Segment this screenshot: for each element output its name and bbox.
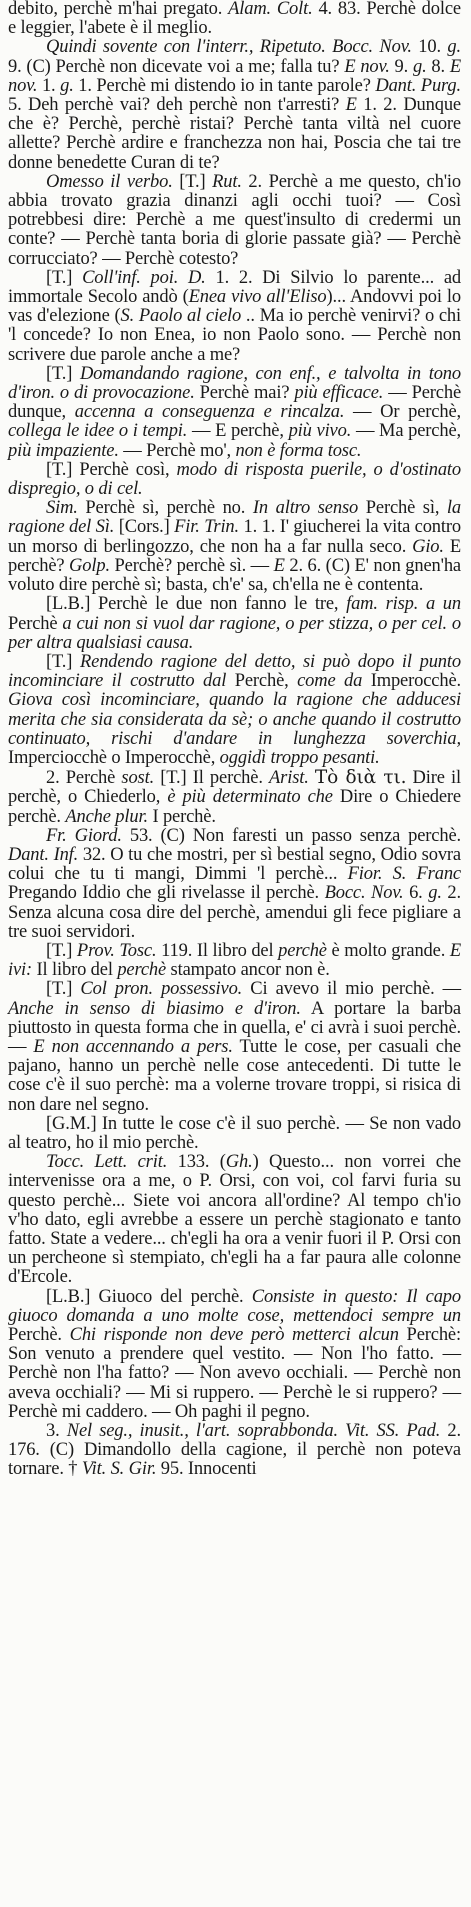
body-text: 2. Perchè (46, 768, 122, 789)
body-text: A portare la barba piuttosto in questa forma che in quella, e' ci avrà i suoi perchè. — (8, 998, 461, 1057)
italic-text: Fr. Giord. (46, 825, 122, 846)
entry-paragraph (8, 595, 461, 653)
italic-text: Giova così incominciare, quando la ragione che adducesi merita che sia considerata da sè; o anche quando il costrutto continuato, rischi d'andare in lunghezza soverchia, (8, 690, 461, 749)
italic-text: Col pron. possessivo. (80, 979, 243, 1000)
italic-text: E (345, 95, 357, 116)
italic-text: più impaziente. (8, 440, 119, 461)
body-text: Perchè? perchè sì. — (109, 555, 274, 576)
italic-text: come da (297, 671, 363, 692)
body-text: — Ma perchè, (351, 421, 461, 442)
body-text: Imperciocchè o Imperocchè, (8, 747, 220, 768)
italic-text: Nel seg., inusit., l'art. soprabbonda. Vit. SS. Pad. (66, 1421, 441, 1442)
italic-text: S. Paolo al cielo (120, 306, 242, 327)
italic-text: g. (60, 75, 74, 96)
greek-text: Τὸ διὰ τι. (314, 767, 407, 789)
italic-text: perchè (117, 960, 167, 981)
entry-paragraph (8, 980, 461, 1114)
italic-text: Consiste in questo: Il capo giuoco domanda a uno molte cose, mettendoci sempre un (8, 1286, 461, 1326)
italic-text: sost. (121, 768, 155, 789)
body-text: Perchè (8, 613, 63, 634)
body-text: 32. O tu che mostri, per sì bestial segno, Odio sovra colui che tu ti mangi, Dimmi 'l perchè... (8, 844, 461, 885)
body-text: — Perchè dunque, (8, 383, 461, 423)
italic-text: oggidì troppo pesanti. (219, 747, 380, 768)
body-text: Imperocchè. (362, 671, 461, 692)
body-text: 2. 6. (C) E' non gnen'ha voluto dire perchè sì; basta, ch'e' sa, ch'ella ne è contenta. (8, 555, 461, 596)
body-text: [L.B.] Perchè le due non fanno le tre, (46, 594, 347, 615)
italic-text: Fir. Trin. (174, 517, 240, 538)
body-text: 2. Senza alcuna cosa dire del perchè, amendui gli fece pigliare a tre suoi servidori. (8, 883, 461, 942)
body-text: [T.] (46, 979, 81, 1000)
italic-text: Dant. Purg. (375, 75, 461, 96)
italic-text: più efficace. (294, 383, 384, 404)
body-text: [T.] (46, 267, 83, 288)
italic-text: E nov. (8, 56, 462, 96)
body-text: 1. (37, 75, 61, 96)
italic-text: g. (447, 37, 461, 58)
body-text: 3. (46, 1421, 67, 1442)
italic-text: Alam. Colt. (228, 0, 313, 19)
body-text: ) Questo... non vorrei che intervenisse ora a me, o P. Orsi, con voi, col farvi furia su questo perchè... Siete voi ancora all'ordine? Al tempo ch'io v'ho dato, egli avrebbe a essere un perchè stagionato e tanto fatto. State a vedere... ch'egli ha ora a venir fuori il P. Orsi con un percheone sì stempiato, ch'egli ha a far paura alle colonne d'Ercole. (8, 1152, 461, 1288)
italic-text: Fior. S. Franc (347, 864, 461, 885)
body-text: Dire il perchè, o Chiederlo, (8, 768, 461, 808)
italic-text: modo di risposta puerile, o d'ostinato dispregio, o di cel. (8, 459, 462, 500)
body-text: Tutte le cose, per casuali che pajano, hanno un perchè nelle cose antecedenti. Di tutte le cose c'è il suo perchè: ma a volerne trovare troppi, si risica di non dare nel segno. (8, 1036, 461, 1115)
entry-paragraph (8, 499, 461, 595)
body-text: 95. Innocenti (156, 1459, 257, 1480)
entry-paragraph (8, 461, 461, 499)
body-text: [T.] Il perchè. (154, 768, 269, 789)
body-text: — Perchè mo', (118, 440, 236, 461)
italic-text: Bocc. Nov. (324, 883, 404, 904)
body-text: 53. (C) Non faresti un passo senza perchè. (121, 825, 462, 846)
italic-text: è più determinato che (167, 787, 333, 808)
body-text: stampato ancor non è. (166, 960, 330, 981)
body-text: 10. (411, 37, 448, 58)
body-text: Perchè. (8, 1325, 70, 1346)
italic-text: a cui non si vuol dar ragione, o per stizza, o per cel. o per altra qualsiasi causa. (8, 613, 461, 653)
italic-text: Gh. (225, 1152, 253, 1173)
body-text: 5. Deh perchè vai? deh perchè non t'arresti? (8, 95, 346, 116)
italic-text: Rendendo ragione del detto, si può dopo il punto incominciare il costrutto dal (8, 651, 461, 692)
body-text: [T.] Perchè così, (46, 459, 177, 480)
body-text: [T.] (172, 171, 213, 192)
body-text: 2. Perchè a me questo, ch'io abbia trovato grazia dinanzi agli occhi tuoi? — Così potrebbesi dire: Perchè a me quest'insulto di credermi un conte? — Perchè tanta boria di glorie passate già? — Perchè corrucciato? — Perchè cotesto? (8, 171, 461, 269)
body-text: I perchè. (147, 806, 216, 827)
italic-text: Enea vivo all'Eliso (188, 287, 327, 308)
italic-text: Gio. (412, 536, 444, 557)
body-text: [T.] (46, 940, 77, 961)
entry-paragraph (8, 38, 461, 172)
italic-text: Arist. (269, 768, 309, 789)
body-text: — E perchè, (187, 421, 289, 442)
body-text: Perchè sì, perchè no. (77, 498, 253, 519)
italic-text: Chi risponde non deve però metterci alcun (69, 1325, 399, 1346)
italic-text: E non accennando a pers. (33, 1036, 233, 1057)
body-text: 119. Il libro del (156, 940, 279, 961)
italic-text: Anche in senso di biasimo e d'iron. (8, 998, 301, 1019)
italic-text: più vivo. (288, 421, 352, 442)
italic-text: In altro senso (252, 498, 359, 519)
body-text: [T.] (46, 651, 80, 672)
body-text: Perchè: Son venuto a prendere quel vestito. — Non l'ho fatto. — Perchè non l'ha fatto? — Non avevo occhiali. — Perchè non aveva occhiali? — Mi si ruppero. — Perchè le si ruppero? — Perchè mi caddero. — Oh paghi il pegno. (8, 1325, 461, 1422)
body-text: 6. (403, 883, 429, 904)
italic-text: E (273, 555, 285, 576)
italic-text: Omesso il verbo. (46, 171, 173, 192)
body-text: 9. (C) Perchè non dicevate voi a me; falla tu? (8, 56, 345, 77)
italic-text: Quindi sovente con l'interr., Ripetuto. Bocc. Nov. (46, 37, 412, 58)
body-text: Perchè, (226, 671, 298, 692)
entry-paragraph (8, 1153, 461, 1287)
italic-text: Tocc. Lett. crit. (46, 1152, 168, 1173)
entry-paragraph (8, 269, 461, 365)
italic-text: g. (428, 883, 442, 904)
entry-paragraph (8, 653, 461, 768)
italic-text: Dant. Inf. (8, 844, 79, 865)
italic-text: Anche plur. (65, 806, 148, 827)
italic-text: Prov. Tosc. (76, 940, 157, 961)
body-text: 133. ( (167, 1152, 226, 1173)
body-text: 1. Perchè mi distendo io in tante parole? (73, 75, 376, 96)
body-text: E perchè? (8, 536, 461, 576)
italic-text: g. (412, 56, 427, 77)
entry-paragraph (8, 173, 461, 269)
italic-text: Vit. S. Gir. (81, 1459, 157, 1480)
entry-paragraph (8, 1422, 461, 1480)
body-text: Dire o Chiedere perchè. (8, 787, 461, 827)
italic-text: non è forma tosc. (235, 440, 362, 461)
entry-paragraph (8, 827, 461, 942)
body-text: 9. (389, 56, 413, 77)
body-text: è molto grande. (326, 940, 450, 961)
body-text: Ci avevo il mio perchè. — (242, 979, 462, 1000)
italic-text: Domandando ragione, con enf., e talvolta in tono d'iron. o di provocazione. (8, 363, 461, 404)
body-text: )... Andovvi poi lo vas d'elezione ( (8, 287, 462, 327)
body-text: Perchè mai? (194, 383, 295, 404)
italic-text: fam. risp. a un (346, 594, 461, 615)
entry-paragraph (8, 1288, 461, 1422)
italic-text: Sim. (46, 498, 78, 519)
italic-text: accenna a conseguenza e rincalza. (74, 402, 345, 423)
body-text: debito, perchè m'hai pregato. (8, 0, 229, 19)
body-text: 8. (426, 56, 450, 77)
body-text: — Or perchè, (344, 402, 461, 423)
italic-text: E ivi: (8, 940, 461, 981)
italic-text: Rut. (212, 171, 242, 192)
body-text: 1. 1. I' giucherei la vita contro un morso di berlingozzo, che non ha a far nulla seco. (8, 517, 462, 557)
body-text: [G.M.] In tutte le cose c'è il suo perchè. — Se non vado al teatro, ho il mio perchè. (8, 1113, 461, 1153)
entry-paragraph (8, 365, 461, 461)
body-text: [T.] (46, 363, 80, 384)
italic-text: collega le idee o i tempi. (8, 421, 188, 442)
body-text: 2. 176. (C) Dimandollo della cagione, il perchè non poteva tornare. † (8, 1421, 461, 1480)
body-text: Perchè sì, (358, 498, 447, 519)
body-text: Il libro del (32, 960, 118, 981)
italic-text: E nov. (344, 56, 390, 77)
italic-text: perchè (278, 940, 327, 961)
italic-text: Golp. (69, 555, 110, 576)
italic-text: la ragione del Sì. (8, 498, 462, 538)
entry-paragraph (8, 768, 461, 827)
entry-paragraph (8, 942, 461, 980)
body-text: Pregando Iddio che gli rivelasse il perchè. (8, 883, 325, 904)
body-text: [Cors.] (114, 517, 175, 538)
body-text: 1. 2. Di Silvio lo parente... ad immortale Secolo andò ( (8, 267, 462, 308)
body-text: 4. 83. Perchè dolce e leggier, l'abete è il meglio. (8, 0, 461, 39)
body-text: .. Ma io perchè venirvi? o chi 'l concede? Io non Enea, io non Paolo sono. — Perchè non scrivere due parole anche a me? (8, 306, 461, 365)
italic-text: Coll'inf. poi. D. (82, 267, 206, 288)
body-text: [L.B.] Giuoco del perchè. (46, 1286, 252, 1307)
entry-paragraph (8, 1115, 461, 1153)
body-text: 1. 2. Dunque che è? Perchè, perchè ristai? Perchè tanta viltà nel cuore allette? Perchè ardire e franchezza non hai, Poscia che tai tre donne benedette Curan di te? (8, 95, 461, 173)
entry-paragraph (8, 0, 461, 38)
